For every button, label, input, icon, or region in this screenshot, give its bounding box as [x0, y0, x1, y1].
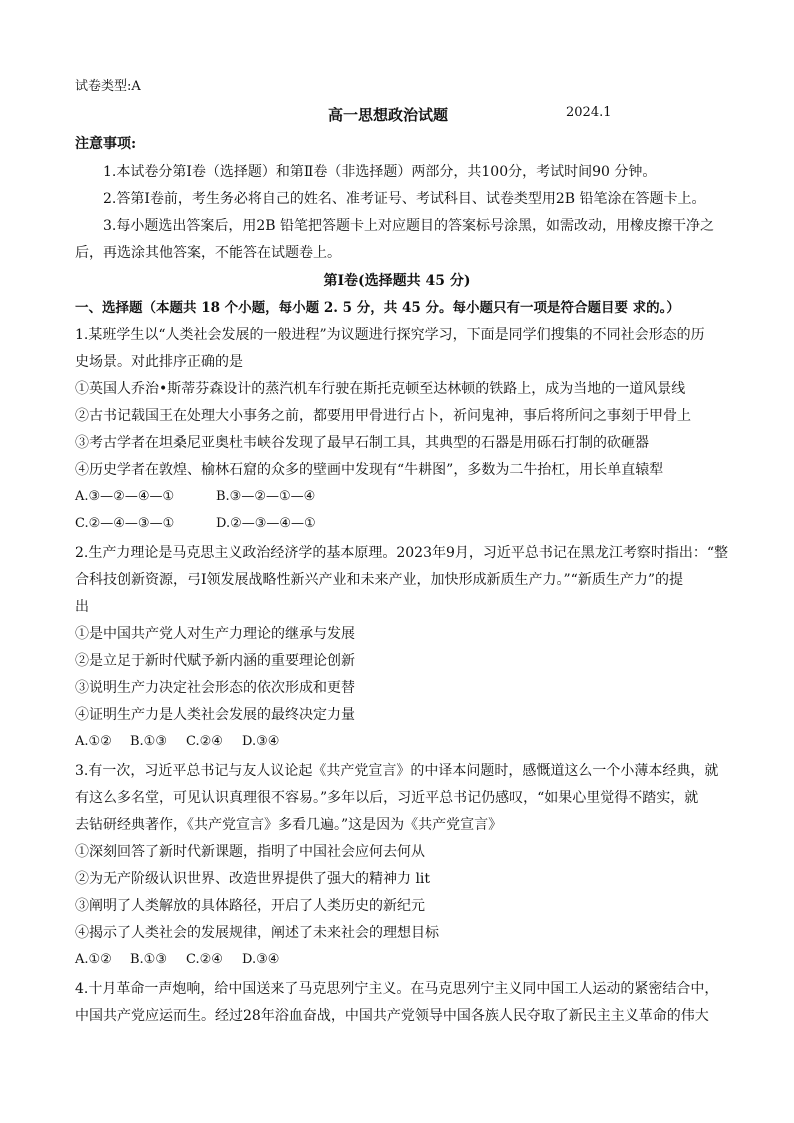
question-2-stem-line-1: 2.生产力理论是马克思主义政治经济学的基本原理。2023年9月，习近平总书记在黑龙江考察时指出：“整 [75, 545, 729, 561]
question-3-stem-line-2: 有这么多名堂，可见认识真理很不容易。”多年以后，习近平总书记仍感叹，“如果心里觉得不踏实，就 [75, 790, 699, 806]
question-3-statement-4: ④揭示了人类社会的发展规律，阐述了未来社会的理想目标 [75, 925, 439, 941]
question-1-statement-3: ③考古学者在坦桑尼亚奥杜韦峡谷发现了最早石制工具，其典型的石器是用砾石打制的砍砸器 [75, 435, 649, 451]
section-instruction: 一、选择题（本题共 18 个小题，每小题 2. 5 分，共 45 分。每小题只有一项是符合题目要 求的。） [75, 300, 680, 316]
question-3-option-a: A.①② [75, 952, 112, 967]
question-2-option-a: A.①② [75, 734, 112, 749]
question-3-option-c: C.②④ [186, 952, 223, 967]
question-1-option-a: A.③—②—④—① [75, 489, 175, 504]
question-3-stem-line-1: 3.有一次，习近平总书记与友人议论起《共产党宣言》的中译本问题时，感慨道这么一个小薄本经典，就 [75, 763, 719, 779]
page-title: 高一思想政治试题 [328, 106, 449, 124]
question-3-statement-1: ①深刻回答了新时代新课题，指明了中国社会应何去何从 [75, 844, 425, 860]
question-3-statement-2: ②为无产阶级认识世界、改造世界提供了强大的精神力 lit [75, 871, 431, 887]
paper-type-label: 试卷类型:A [75, 79, 141, 94]
question-4-stem-line-1: 4.十月革命一声炮响，给中国送来了马克思列宁主义。在马克思列宁主义同中国工人运动的紧密结合中， [75, 981, 719, 997]
question-2-statement-4: ④证明生产力是人类社会发展的最终决定力量 [75, 707, 355, 723]
question-3-stem-line-3: 去钻研经典著作，《共产党宣言》多看几遍。”这是因为《共产党宣言》 [75, 817, 503, 833]
question-2-statement-1: ①是中国共产党人对生产力理论的继承与发展 [75, 626, 355, 642]
question-1-statement-4: ④历史学者在敦煌、榆林石窟的众多的壁画中发现有“牛耕图”，多数为二牛抬杠，用长单直辕犁 [75, 462, 664, 478]
question-4-stem-line-2: 中国共产党应运而生。经过28年浴血奋战，中国共产党领导中国各族人民夺取了新民主主义革命的伟大 [75, 1008, 709, 1024]
question-2-option-d: D.③④ [242, 734, 280, 749]
question-1-option-d: D.②—③—④—① [216, 516, 316, 531]
question-1-statement-2: ②古书记载国王在处理大小事务之前，都要用甲骨进行占卜，祈问鬼神，事后将所问之事刻于甲骨上 [75, 408, 691, 424]
notice-heading: 注意事项: [75, 136, 137, 152]
question-2-option-b: B.①③ [130, 734, 167, 749]
question-3-statement-3: ③阐明了人类解放的具体路径，开启了人类历史的新纪元 [75, 898, 425, 914]
question-2-statement-3: ③说明生产力决定社会形态的依次形成和更替 [75, 680, 355, 696]
question-3-option-b: B.①③ [130, 952, 167, 967]
question-2-stem-line-3: 出 [75, 599, 89, 615]
question-1-option-b: B.③—②—①—④ [216, 489, 316, 504]
exam-date: 2024.1 [566, 105, 612, 120]
question-2-option-c: C.②④ [186, 734, 223, 749]
question-2-statement-2: ②是立足于新时代赋予新内涵的重要理论创新 [75, 653, 355, 669]
question-1-stem-line-2: 史场景。对此排序正确的是 [75, 354, 243, 370]
question-1-stem-line-1: 1.某班学生以“人类社会发展的一般进程”为议题进行探究学习，下面是同学们搜集的不同社会形态的历 [75, 327, 705, 343]
notice-item-1: 1.本试卷分第Ⅰ卷（选择题）和第Ⅱ卷（非选择题）两部分，共100分，考试时间90 分钟。 [103, 164, 657, 180]
question-1-statement-1: ①英国人乔治•斯蒂芬森设计的蒸汽机车行驶在斯托克顿至达林顿的铁路上，成为当地的一道风景线 [75, 381, 686, 397]
question-2-stem-line-2: 合科技创新资源，弓Ⅰ领发展战略性新兴产业和未来产业，加快形成新质生产力。”“新质生产力”的提 [75, 572, 683, 588]
section-title: 第Ⅰ卷(选择题共 45 分) [323, 273, 471, 289]
question-1-option-c: C.②—④—③—① [75, 516, 175, 531]
question-3-option-d: D.③④ [242, 952, 280, 967]
notice-item-2: 2.答第Ⅰ卷前，考生务必将自己的姓名、准考证号、考试科目、试卷类型用2B 铅笔涂在答题卡上。 [103, 191, 706, 207]
notice-item-3-cont: 后，再选涂其他答案，不能答在试题卷上。 [75, 245, 341, 261]
notice-item-3: 3.每小题选出答案后，用2B 铅笔把答题卡上对应题目的答案标号涂黑，如需改动，用橡皮擦干净之 [103, 218, 715, 234]
